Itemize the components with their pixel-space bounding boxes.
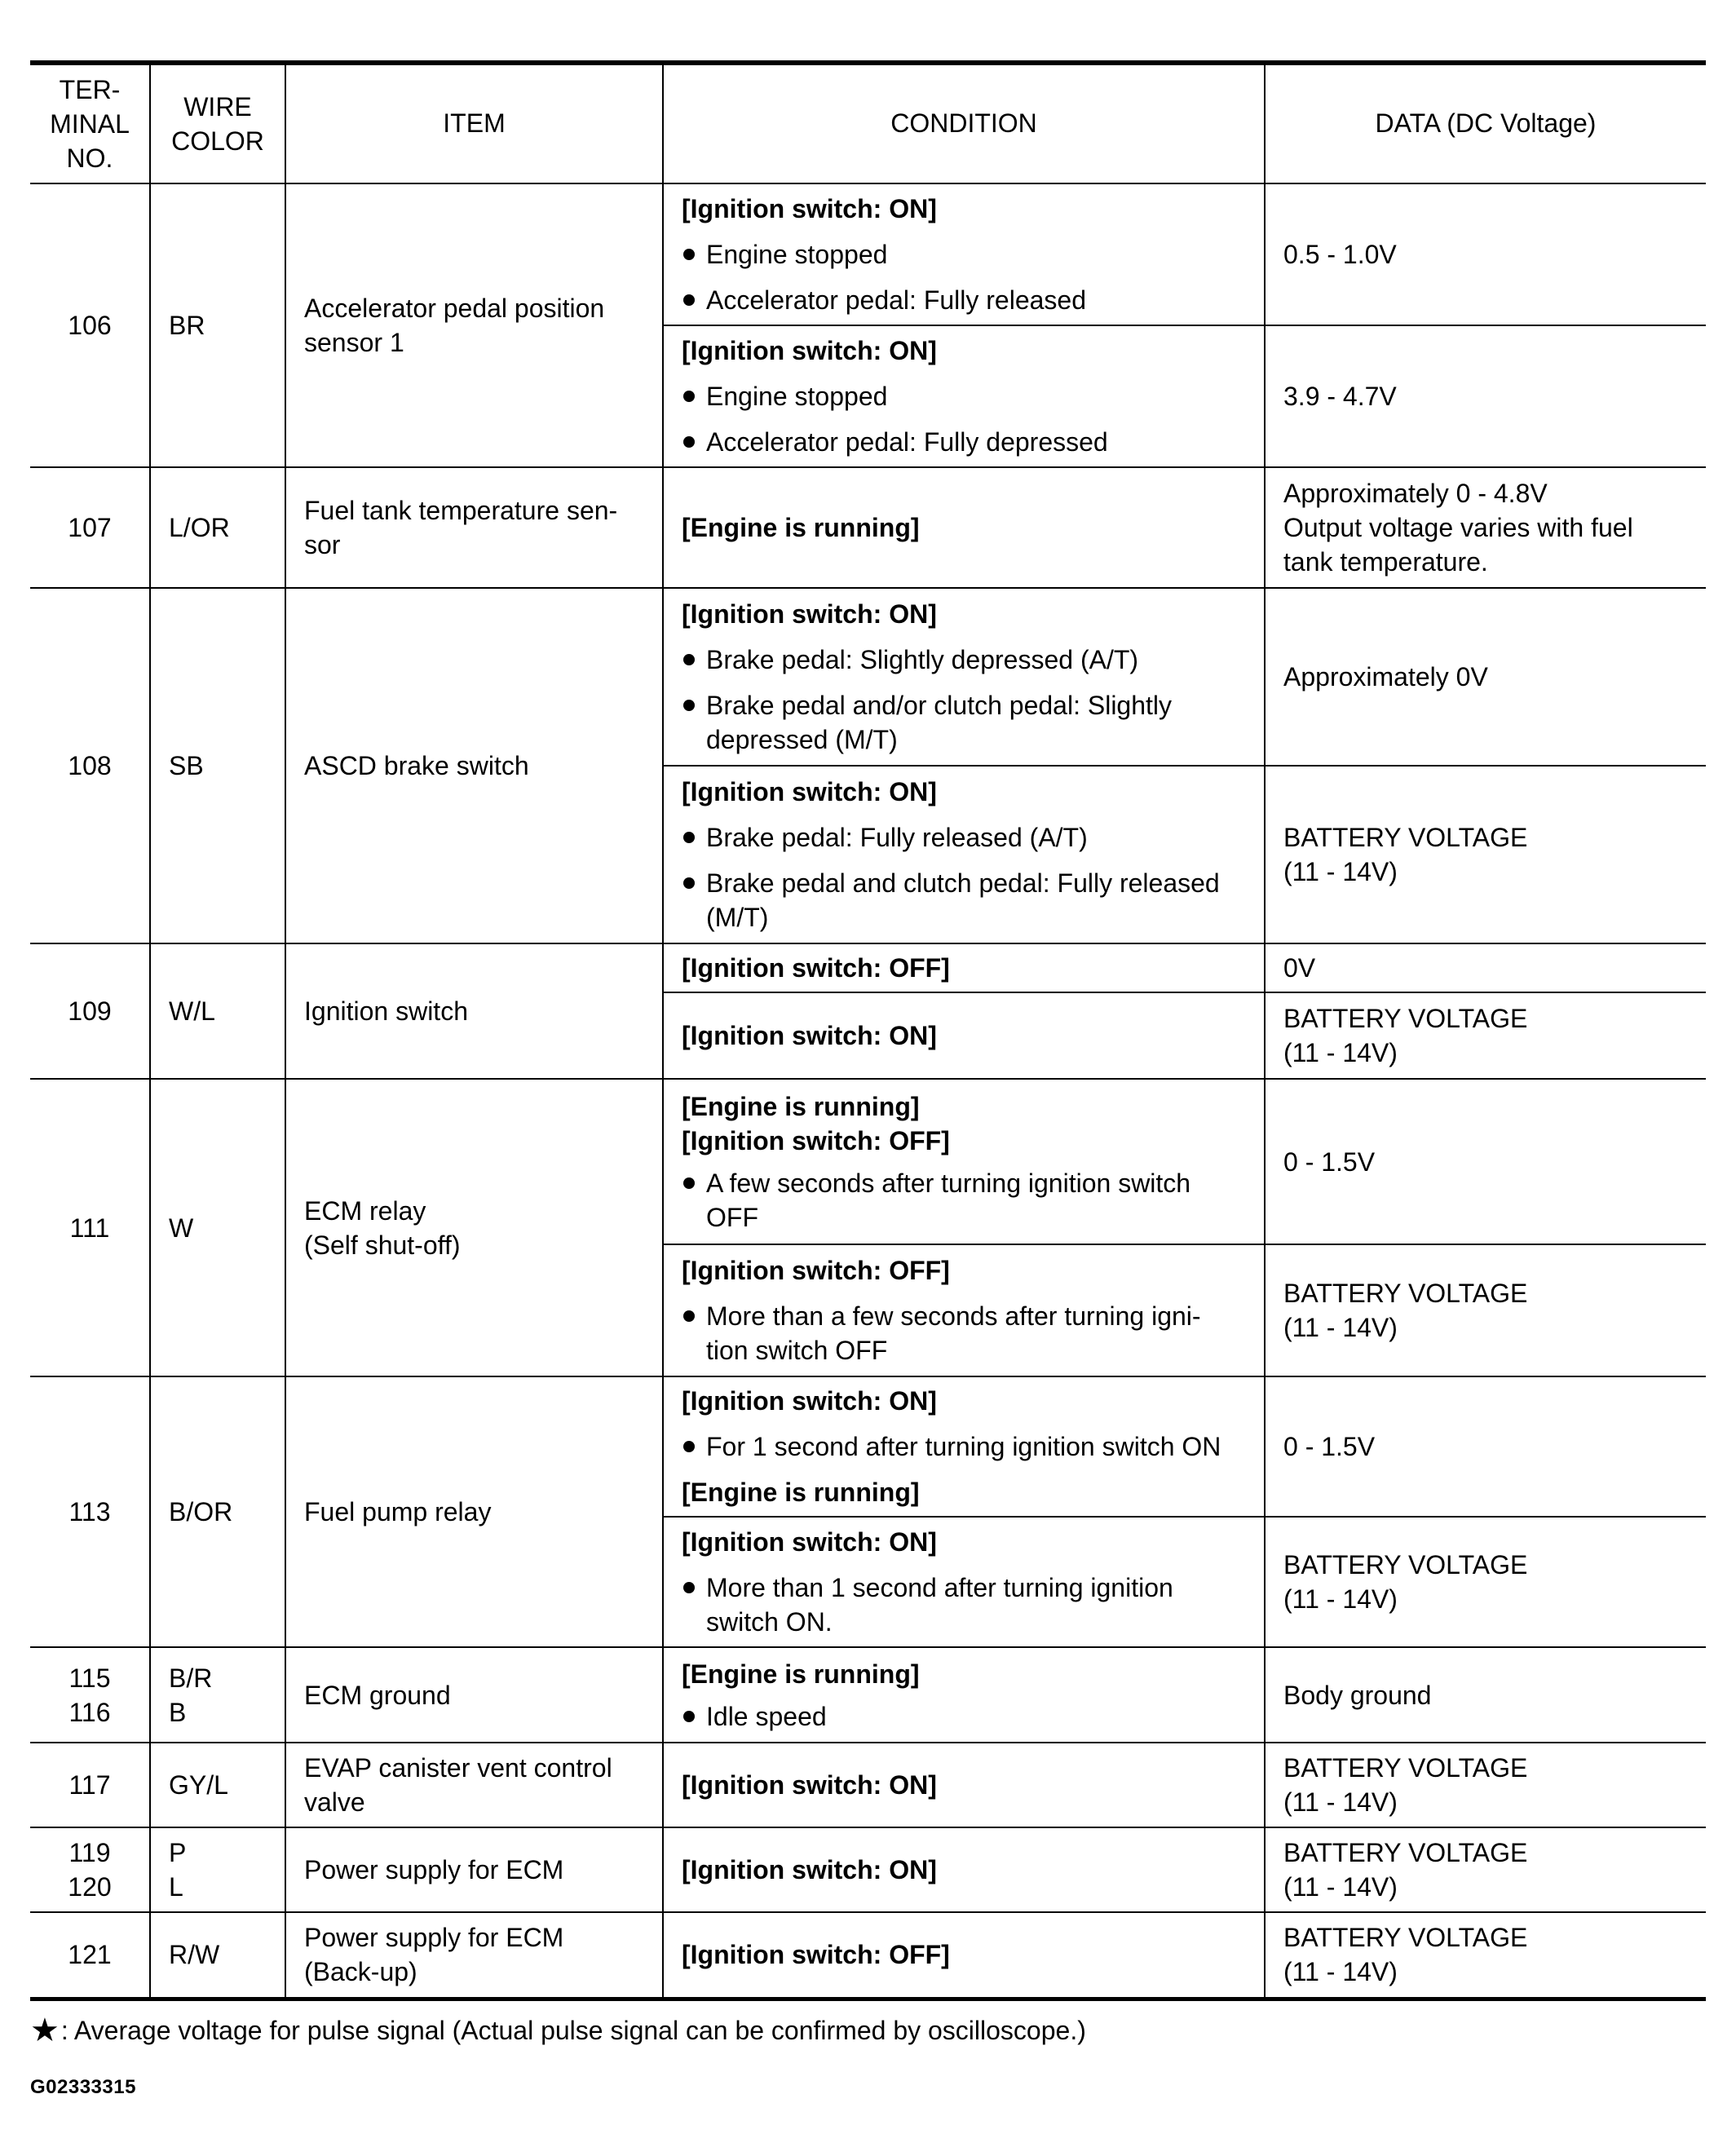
bullet-text [706,866,1256,934]
condition-cell [663,183,1265,325]
data-value: 0 - 1.5V [1265,1079,1706,1244]
condition-heading: [Ignition switch: OFF] [682,953,950,983]
wire-color: L/OR [150,467,285,588]
terminal-line: 115 [68,1663,111,1693]
wire-color: B/OR [150,1376,285,1647]
table-row [30,1079,1706,1244]
condition-heading: [Ignition switch: OFF] [682,1125,950,1155]
condition-heading: [Ignition switch: ON] [682,777,937,806]
data-line: BATTERY VOLTAGE [1283,1923,1528,1953]
item-description: Fuel pump relay [285,1376,663,1647]
item-line: (Self shut-off) [304,1230,461,1260]
condition-bullet [682,283,1256,317]
item-line: (Back-up) [304,1957,417,1987]
terminal-number: 113 [30,1376,150,1647]
data-line: tank temperature. [1283,547,1488,577]
data-line: BATTERY VOLTAGE [1283,1753,1528,1783]
condition-cell [663,1647,1265,1743]
condition-bullet [682,379,1256,413]
data-value [1265,992,1706,1079]
data-line: Output voltage varies with fuel [1283,513,1633,542]
condition-bullet [682,1166,1256,1235]
condition-heading: [Ignition switch: ON] [682,1386,937,1416]
data-value: Body ground [1265,1647,1706,1743]
header-wire-color [150,63,285,183]
bullet-line: switch ON. [706,1607,833,1637]
bullet-line: More than 1 second after turning ignition [706,1573,1173,1602]
condition-bullet [682,820,1256,855]
header-terminal-line: MINAL [50,109,130,139]
item-description [285,1079,663,1376]
condition-bullet [682,425,1256,459]
data-line: (11 - 14V) [1283,1584,1398,1614]
condition-heading: [Ignition switch: OFF] [682,1940,950,1970]
condition-cell [663,1079,1265,1244]
bullet-line: Brake pedal and/or clutch pedal: Slightly [706,691,1173,720]
table-row [30,467,1706,588]
data-line: BATTERY VOLTAGE [1283,1279,1528,1308]
footnote [30,2014,1086,2047]
condition-cell [663,325,1265,467]
header-terminal-line: NO. [66,144,113,173]
bullet-text [706,688,1256,757]
bullet-text: Idle speed [706,1701,827,1731]
condition-bullet [682,1299,1256,1367]
bullet-icon [683,391,695,402]
data-line: (11 - 14V) [1283,857,1398,886]
item-description [285,1743,663,1827]
condition-bullet [682,1429,1256,1464]
item-description [285,183,663,467]
item-line: Accelerator pedal position [304,294,605,323]
condition-cell [663,992,1265,1079]
item-description [285,1912,663,1999]
data-value [1265,1912,1706,1999]
bullet-line: depressed (M/T) [706,725,898,754]
condition-bullet [682,643,1256,677]
terminal-number: 117 [30,1743,150,1827]
header-item: ITEM [285,63,663,183]
data-value [1265,1244,1706,1376]
terminal-line: 116 [68,1697,111,1727]
condition-heading: [Ignition switch: ON] [682,336,937,365]
item-line: Fuel tank temperature sen- [304,496,618,525]
data-value [1265,467,1706,588]
bullet-line: A few seconds after turning ignition switch [706,1168,1191,1198]
bullet-line: More than a few seconds after turning igni- [706,1301,1201,1331]
footnote-text: : Average voltage for pulse signal (Actual pulse signal can be confirmed by oscilloscope.) [60,2016,1086,2045]
data-line: Approximately 0 - 4.8V [1283,479,1548,508]
condition-cell [663,467,1265,588]
bullet-icon [683,1711,695,1722]
table-row [30,588,1706,766]
condition-cell [663,1244,1265,1376]
data-value: 0V [1265,943,1706,992]
item-line: valve [304,1787,365,1817]
item-description: Power supply for ECM [285,1827,663,1912]
bullet-icon [683,700,695,711]
data-value [1265,1517,1706,1647]
data-line: BATTERY VOLTAGE [1283,823,1528,852]
item-line: Power supply for ECM [304,1923,564,1953]
wire-color: SB [150,588,285,943]
bullet-text: For 1 second after turning ignition switch ON [706,1432,1221,1461]
terminal-spec-sheet [30,60,1706,2001]
bullet-text: Engine stopped [706,382,888,411]
condition-heading: [Engine is running] [682,1659,920,1689]
wire-color [150,1827,285,1912]
wire-color [150,1647,285,1743]
data-line: (11 - 14V) [1283,1038,1398,1067]
header-data: DATA (DC Voltage) [1265,63,1706,183]
condition-heading: [Ignition switch: OFF] [682,1256,950,1285]
wire-color: R/W [150,1912,285,1999]
wire-line: B [169,1697,187,1727]
bullet-text: Accelerator pedal: Fully released [706,285,1087,315]
bullet-icon [683,877,695,889]
bullet-icon [683,1441,695,1452]
item-description: ASCD brake switch [285,588,663,943]
wire-color: W [150,1079,285,1376]
terminal-number: 106 [30,183,150,467]
terminal-number: 108 [30,588,150,943]
bullet-text: Brake pedal: Slightly depressed (A/T) [706,645,1139,674]
wire-line: B/R [169,1663,213,1693]
item-description: ECM ground [285,1647,663,1743]
condition-heading: [Ignition switch: ON] [682,1770,937,1800]
bullet-line: Brake pedal and clutch pedal: Fully released [706,868,1220,898]
bullet-text [706,1571,1256,1639]
table-row [30,183,1706,325]
item-line: ECM relay [304,1195,426,1226]
condition-heading: [Ignition switch: ON] [682,1021,937,1050]
wire-line: L [169,1872,183,1902]
bullet-icon [683,832,695,843]
data-value [1265,1827,1706,1912]
wire-line: P [169,1838,187,1867]
table-row [30,1743,1706,1827]
terminal-line: 119 [68,1838,111,1867]
condition-heading: [Engine is running] [682,1091,920,1121]
ecm-terminal-table [30,60,1706,2001]
condition-cell [663,1376,1265,1517]
bullet-icon [683,1177,695,1189]
bullet-line: OFF [706,1202,758,1232]
bullet-line: tion switch OFF [706,1336,888,1365]
condition-heading: [Ignition switch: ON] [682,599,937,629]
data-line: BATTERY VOLTAGE [1283,1550,1528,1579]
condition-cell [663,1743,1265,1827]
bullet-icon [683,294,695,306]
bullet-icon [683,1310,695,1322]
figure-id: G02333315 [30,2076,136,2098]
condition-heading: [Engine is running] [682,1478,920,1507]
condition-cell [663,1517,1265,1647]
condition-heading: [Ignition switch: ON] [682,1855,937,1884]
terminal-number: 111 [30,1079,150,1376]
terminal-line: 120 [68,1872,112,1902]
data-value: 3.9 - 4.7V [1265,325,1706,467]
item-line: EVAP canister vent control [304,1753,612,1783]
bullet-icon [683,1582,695,1593]
data-value [1265,766,1706,943]
condition-bullet [682,1699,1256,1734]
header-row [30,63,1706,183]
bullet-text: Accelerator pedal: Fully depressed [706,427,1108,457]
item-line: sensor 1 [304,328,404,357]
table-row [30,943,1706,992]
bullet-text: Engine stopped [706,240,888,269]
terminal-number: 107 [30,467,150,588]
header-wire-line: WIRE [183,92,252,121]
condition-bullet [682,1571,1256,1639]
condition-bullet [682,237,1256,272]
condition-heading: [Engine is running] [682,513,920,542]
header-condition: CONDITION [663,63,1265,183]
item-description [285,467,663,588]
data-value: Approximately 0V [1265,588,1706,766]
terminal-number [30,1647,150,1743]
data-value: 0 - 1.5V [1265,1376,1706,1517]
bullet-text [706,1166,1256,1235]
data-line: (11 - 14V) [1283,1787,1398,1817]
data-line: (11 - 14V) [1283,1313,1398,1342]
condition-cell [663,943,1265,992]
item-line: sor [304,530,341,559]
terminal-number: 121 [30,1912,150,1999]
condition-bullet [682,688,1256,757]
condition-cell [663,588,1265,766]
table-row [30,1647,1706,1743]
condition-heading: [Ignition switch: ON] [682,194,937,223]
condition-heading: [Ignition switch: ON] [682,1527,937,1557]
data-line: (11 - 14V) [1283,1957,1398,1987]
bullet-line: (M/T) [706,903,769,932]
table-row [30,1827,1706,1912]
condition-bullet [682,866,1256,934]
star-icon: ★ [30,2012,60,2048]
wire-color: BR [150,183,285,467]
table-row [30,1912,1706,1999]
wire-color: GY/L [150,1743,285,1827]
header-wire-line: COLOR [171,126,264,156]
condition-cell [663,1912,1265,1999]
terminal-number: 109 [30,943,150,1079]
bullet-text [706,1299,1256,1367]
header-terminal-line: TER- [59,75,121,104]
data-value [1265,1743,1706,1827]
header-terminal [30,63,150,183]
data-line: BATTERY VOLTAGE [1283,1838,1528,1867]
bullet-icon [683,654,695,665]
condition-cell [663,766,1265,943]
data-line: BATTERY VOLTAGE [1283,1004,1528,1033]
item-description: Ignition switch [285,943,663,1079]
terminal-number [30,1827,150,1912]
data-value: 0.5 - 1.0V [1265,183,1706,325]
wire-color: W/L [150,943,285,1079]
bullet-text: Brake pedal: Fully released (A/T) [706,823,1088,852]
bullet-icon [683,436,695,448]
data-line: (11 - 14V) [1283,1872,1398,1902]
table-row [30,1376,1706,1517]
condition-cell [663,1827,1265,1912]
bullet-icon [683,249,695,260]
